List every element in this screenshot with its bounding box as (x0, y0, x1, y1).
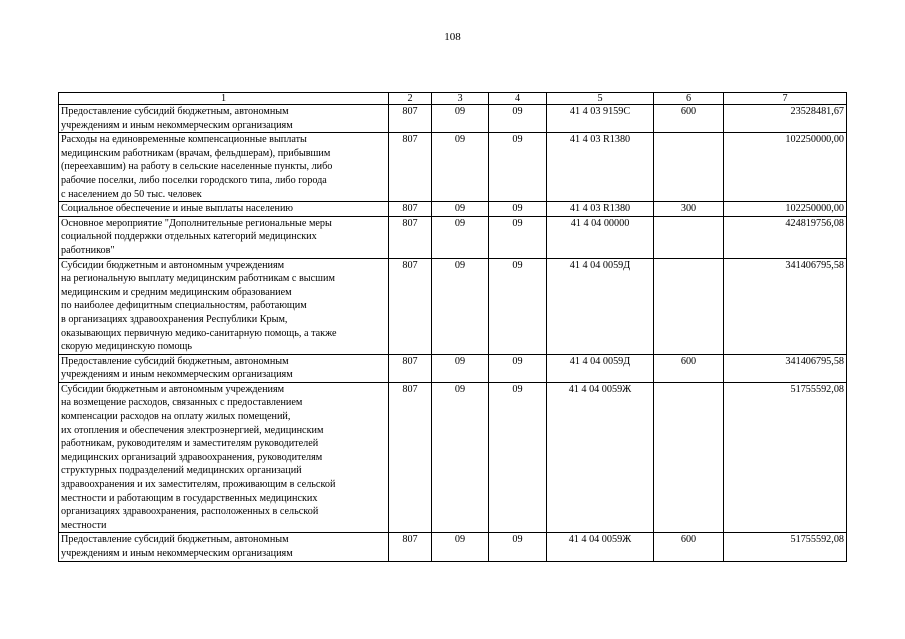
row-name-cell: Основное мероприятие "Дополнительные региональные меры социальной поддержки отдельных категорий медицинских работников" (59, 216, 389, 258)
target-article-cell: 41 4 04 0059Ж (547, 382, 654, 533)
row-name-cell: Субсидии бюджетным и автономным учреждениям на возмещение расходов, связанных с предоставлением компенсации расходов на оплату жилых помещений, их отопления и обеспечения электроэнергией, медицинским работникам, руководителям и заместителям руководителей медицинских организаций здравоохранения, руководителям структурных подразделений медицинских организаций здравоохранения и их заместителям, проживающим в сельской местности и работающим в государственных медицинских организациях здравоохранения, расположенных в сельской местности (59, 382, 389, 533)
subsection-code-cell: 09 (489, 533, 547, 561)
ministry-code-cell: 807 (389, 382, 432, 533)
table-row (59, 202, 847, 217)
target-article-cell: 41 4 04 0059Д (547, 354, 654, 382)
target-article-cell: 41 4 04 0059Ж (547, 533, 654, 561)
row-name-cell: Субсидии бюджетным и автономным учреждениям на региональную выплату медицинским работникам с высшим медицинским и средним медицинским образованием по наиболее дефицитным специальностям, работающим в организациях здравоохранения Республики Крым, оказывающих первичную медико-санитарную помощь, а также скорую медицинскую помощь (59, 258, 389, 354)
subsection-code-cell: 09 (489, 216, 547, 258)
expense-type-cell: 300 (654, 202, 724, 217)
amount-cell: 102250000,00 (724, 133, 847, 202)
section-code-cell: 09 (432, 258, 489, 354)
section-code-cell: 09 (432, 354, 489, 382)
row-name-cell: Предоставление субсидий бюджетным, автономным учреждениям и иным некоммерческим организациям (59, 105, 389, 133)
target-article-cell: 41 4 03 9159С (547, 105, 654, 133)
target-article-cell: 41 4 03 R1380 (547, 133, 654, 202)
expense-type-cell (654, 258, 724, 354)
ministry-code-cell: 807 (389, 105, 432, 133)
page-number: 108 (444, 31, 461, 43)
section-code-cell: 09 (432, 105, 489, 133)
amount-cell: 341406795,58 (724, 354, 847, 382)
subsection-code-cell: 09 (489, 202, 547, 217)
amount-cell: 424819756,08 (724, 216, 847, 258)
table-row (59, 382, 847, 533)
ministry-code-cell: 807 (389, 202, 432, 217)
expense-type-cell: 600 (654, 105, 724, 133)
ministry-code-cell: 807 (389, 258, 432, 354)
table-row (59, 354, 847, 382)
target-article-cell: 41 4 04 0059Д (547, 258, 654, 354)
col-amount-header: 7 (724, 93, 847, 105)
col-subsection-header: 4 (489, 93, 547, 105)
expense-type-cell: 600 (654, 354, 724, 382)
col-ministry-header: 2 (389, 93, 432, 105)
target-article-cell: 41 4 03 R1380 (547, 202, 654, 217)
amount-cell: 102250000,00 (724, 202, 847, 217)
expense-type-cell (654, 133, 724, 202)
amount-cell: 51755592,08 (724, 382, 847, 533)
col-section-header: 3 (432, 93, 489, 105)
amount-cell: 341406795,58 (724, 258, 847, 354)
ministry-code-cell: 807 (389, 216, 432, 258)
expense-type-cell (654, 382, 724, 533)
table-row (59, 258, 847, 354)
col-name-header: 1 (59, 93, 389, 105)
expense-type-cell: 600 (654, 533, 724, 561)
subsection-code-cell: 09 (489, 258, 547, 354)
subsection-code-cell: 09 (489, 382, 547, 533)
table-body (59, 105, 847, 562)
budget-table (58, 92, 847, 562)
row-name-cell: Предоставление субсидий бюджетным, автономным учреждениям и иным некоммерческим организациям (59, 533, 389, 561)
section-code-cell: 09 (432, 533, 489, 561)
subsection-code-cell: 09 (489, 133, 547, 202)
table-row (59, 133, 847, 202)
col-expense-type-header: 6 (654, 93, 724, 105)
subsection-code-cell: 09 (489, 105, 547, 133)
header-row (59, 93, 847, 105)
ministry-code-cell: 807 (389, 354, 432, 382)
subsection-code-cell: 09 (489, 354, 547, 382)
row-name-cell: Социальное обеспечение и иные выплаты населению (59, 202, 389, 217)
section-code-cell: 09 (432, 133, 489, 202)
row-name-cell: Расходы на единовременные компенсационные выплаты медицинским работникам (врачам, фельдшерам), прибывшим (переехавшим) на работу в сельские населенные пункты, либо рабочие поселки, либо поселки городского типа, либо города с населением до 50 тыс. человек (59, 133, 389, 202)
expense-type-cell (654, 216, 724, 258)
target-article-cell: 41 4 04 00000 (547, 216, 654, 258)
section-code-cell: 09 (432, 202, 489, 217)
col-target-header: 5 (547, 93, 654, 105)
ministry-code-cell: 807 (389, 533, 432, 561)
row-name-cell: Предоставление субсидий бюджетным, автономным учреждениям и иным некоммерческим организациям (59, 354, 389, 382)
section-code-cell: 09 (432, 216, 489, 258)
table-row (59, 216, 847, 258)
amount-cell: 51755592,08 (724, 533, 847, 561)
ministry-code-cell: 807 (389, 133, 432, 202)
section-code-cell: 09 (432, 382, 489, 533)
table-row (59, 533, 847, 561)
amount-cell: 23528481,67 (724, 105, 847, 133)
table-row (59, 105, 847, 133)
